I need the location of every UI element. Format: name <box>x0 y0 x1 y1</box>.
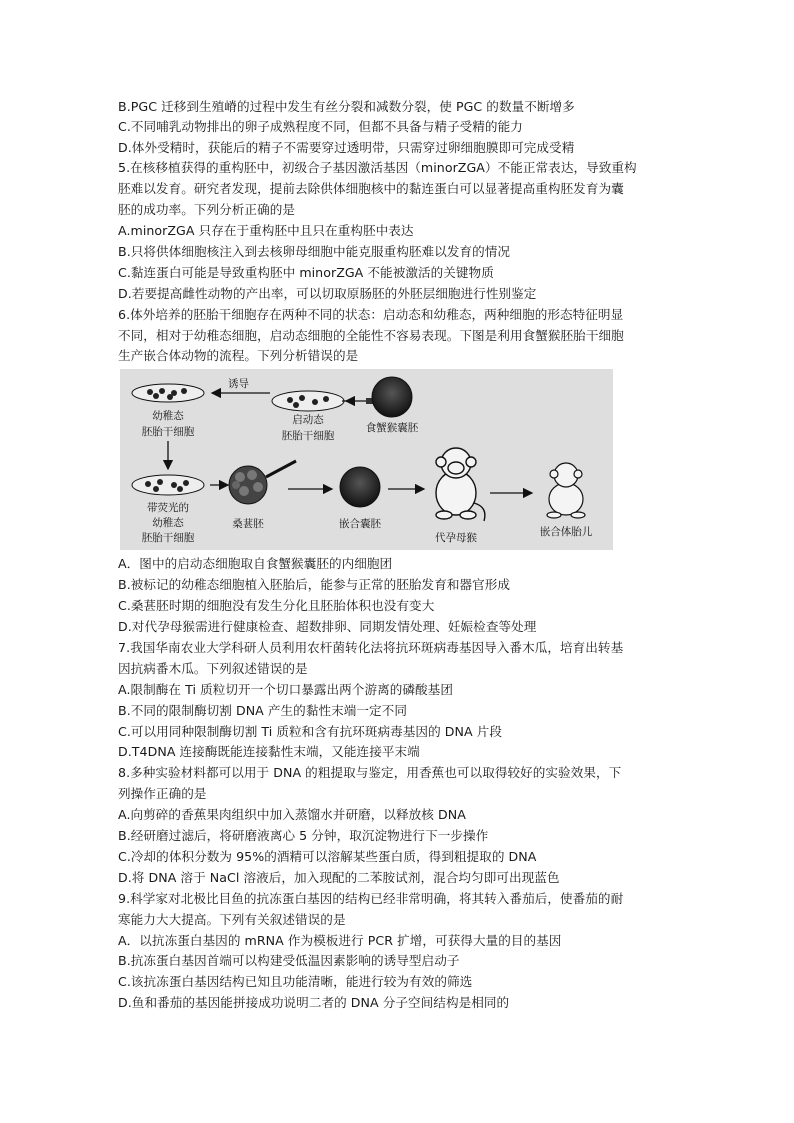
question-8-stem: 8.多种实验材料都可以用于 DNA 的粗提取与鉴定，用香蕉也可以取得较好的实验效果，下 <box>118 765 622 780</box>
option-a: A.向剪碎的香蕉果肉组织中加入蒸馏水并研磨，以释放核 DNA <box>118 807 466 822</box>
option-c: C.黏连蛋白可能是导致重构胚中 minorZGA 不能被激活的关键物质 <box>118 265 494 280</box>
induce-label: 诱导 <box>228 378 249 390</box>
blastocyst-icon <box>372 377 412 417</box>
option-d: D.对代孕母猴需进行健康检查、超数排卵、同期发情处理、妊娠检查等处理 <box>118 619 537 634</box>
option-b: B.抗冻蛋白基因首端可以构建受低温因素影响的诱导型启动子 <box>118 953 460 968</box>
primed-cells-label: 胚胎干细胞 <box>281 430 335 442</box>
labeled-cells-label: 幼稚态 <box>152 517 184 529</box>
primed-cell-dish <box>272 391 344 411</box>
text-line: 胚的成功率。下列分析正确的是 <box>118 202 296 217</box>
option-d: D.鱼和番茄的基因能拼接成功说明二者的 DNA 分子空间结构是相同的 <box>118 995 510 1010</box>
option-c: C.桑葚胚时期的细胞没有发生分化且胚胎体积也没有变大 <box>118 598 435 613</box>
fetus-label: 嵌合体胎儿 <box>539 526 593 538</box>
option-d: D.将 DNA 溶于 NaCl 溶液后，加入现配的二苯胺试剂，混合均匀即可出现蓝色 <box>118 870 560 885</box>
question-6-stem: 6.体外培养的胚胎干细胞存在两种不同的状态：启动态和幼稚态，两种细胞的形态特征明显 <box>118 307 624 322</box>
morula-label: 桑葚胚 <box>232 518 264 530</box>
option-c: C.可以用同种限制酶切割 Ti 质粒和含有抗环斑病毒基因的 DNA 片段 <box>118 724 502 739</box>
naive-cells-label: 幼稚态 <box>152 410 184 422</box>
option-b: B.不同的限制酶切割 DNA 产生的黏性末端一定不同 <box>118 703 407 718</box>
text-line: 不同，相对于幼稚态细胞，启动态细胞的全能性不容易表现。下图是利用食蟹猴胚胎干细胞 <box>118 328 624 343</box>
text-line: B.PGC 迁移到生殖嵴的过程中发生有丝分裂和减数分裂，使 PGC 的数量不断增多 <box>118 99 575 114</box>
option-a: A.限制酶在 Ti 质粒切开一个切口暴露出两个游离的磷酸基团 <box>118 682 453 697</box>
naive-cells-label: 胚胎干细胞 <box>141 426 195 438</box>
text-line: D.体外受精时，获能后的精子不需要穿过透明带，只需穿过卵细胞膜即可完成受精 <box>118 140 575 155</box>
option-c: C.该抗冻蛋白基因结构已知且功能清晰，能进行较为有效的筛选 <box>118 974 473 989</box>
text-line: 列操作正确的是 <box>118 786 207 801</box>
option-b: B.被标记的幼稚态细胞植入胚胎后，能参与正常的胚胎发育和器官形成 <box>118 577 511 592</box>
blastocyst-label: 食蟹猴囊胚 <box>365 422 419 434</box>
text-line: 生产嵌合体动物的流程。下列分析错误的是 <box>118 348 359 363</box>
text-line: 因抗病番木瓜。下列叙述错误的是 <box>118 661 308 676</box>
question-5-stem: 5.在核移植获得的重构胚中，初级合子基因激活基因（minorZGA）不能正常表达，导致重构 <box>118 160 637 175</box>
option-a: A.minorZGA 只存在于重构胚中且只在重构胚中表达 <box>118 223 414 238</box>
option-a: A．以抗冻蛋白基因的 mRNA 作为模板进行 PCR 扩增，可获得大量的目的基因 <box>118 933 562 948</box>
chimera-flow-diagram <box>120 369 613 550</box>
chimeric-blastocyst-icon <box>340 467 380 507</box>
chimeric-blastocyst-label: 嵌合囊胚 <box>339 518 381 530</box>
surrogate-label: 代孕母猴 <box>435 532 477 544</box>
text-line: C.不同哺乳动物排出的卵子成熟程度不同，但都不具备与精子受精的能力 <box>118 119 523 134</box>
question-9-stem: 9.科学家对北极比目鱼的抗冻蛋白基因的结构已经非常明确，将其转入番茄后，使番茄的耐 <box>118 891 624 906</box>
option-a: A．图中的启动态细胞取自食蟹猴囊胚的内细胞团 <box>118 556 393 571</box>
text-line: 寒能力大大提高。下列有关叙述错误的是 <box>118 912 346 927</box>
surrogate-monkey-icon <box>436 448 485 521</box>
primed-cells-label: 启动态 <box>292 414 324 426</box>
morula-icon <box>229 466 267 504</box>
labeled-cell-dish <box>132 475 204 495</box>
option-b: B.经研磨过滤后，将研磨液离心 5 分钟，取沉淀物进行下一步操作 <box>118 828 489 843</box>
option-d: D.若要提高雌性动物的产出率，可以切取原肠胚的外胚层细胞进行性别鉴定 <box>118 286 537 301</box>
option-d: D.T4DNA 连接酶既能连接黏性末端，又能连接平末端 <box>118 744 420 759</box>
labeled-cells-label: 带荧光的 <box>147 502 189 514</box>
option-b: B.只将供体细胞核注入到去核卵母细胞中能克服重构胚难以发育的情况 <box>118 244 511 259</box>
chimeric-fetus-icon <box>547 463 585 518</box>
labeled-cells-label: 胚胎干细胞 <box>141 532 195 544</box>
option-c: C.冷却的体积分数为 95%的酒精可以溶解某些蛋白质，得到粗提取的 DNA <box>118 849 537 864</box>
naive-cell-dish <box>132 384 204 402</box>
needle-icon <box>266 461 296 477</box>
question-7-stem: 7.我国华南农业大学科研人员利用农杆菌转化法将抗环斑病毒基因导入番木瓜，培育出转基 <box>118 640 624 655</box>
text-line: 胚难以发育。研究者发现，提前去除供体细胞核中的黏连蛋白可以显著提高重构胚发育为囊 <box>118 181 624 196</box>
